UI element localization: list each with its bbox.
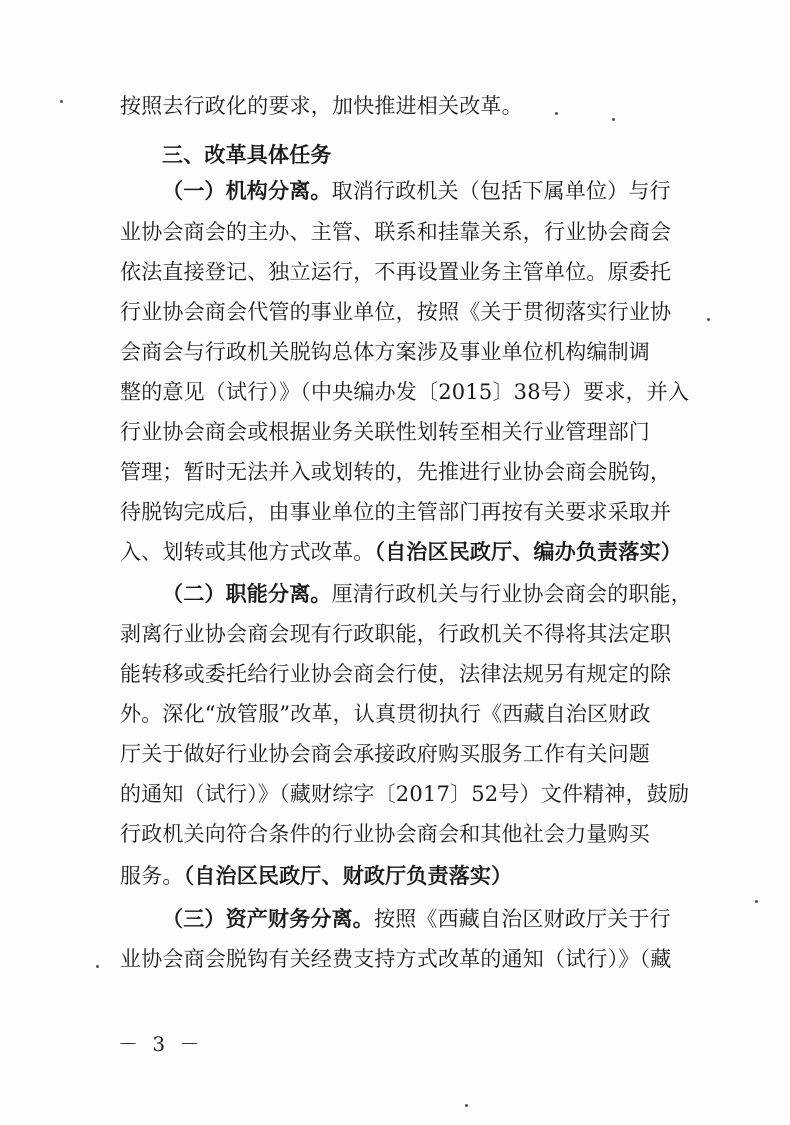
text-line-12 [120,538,682,566]
subsection-3-title: （三）资产财务分离。 [162,907,374,931]
text-line-5: 依法直接登记、独立运行，不再设置业务主管单位。原委托 [120,260,672,284]
text-line-19: 厅关于做好行业协会商会承接政府购买服务工作有关问题 [120,742,650,766]
subsection-3-line [162,905,671,933]
text-line-22-body: 服务。 [120,864,184,888]
text-line-11: 待脱钩完成后，由事业单位的主管部门再按有关要求采取并 [120,500,672,524]
text-line-20: 的通知（试行）》（藏财综字〔2017〕52号）文件精神，鼓励 [120,782,690,806]
text-line-6: 行业协会商会代管的事业单位，按照《关于贯彻落实行业协 [120,300,672,324]
scan-speck [60,100,63,103]
text-line-10: 管理；暂时无法并入或划转的，先推进行业协会商会脱钩， [120,460,672,484]
text-line-8: 整的意见（试行）》（中央编办发〔2015〕38号）要求，并入 [120,380,690,404]
responsibility-note-1: （自治区民政厅、编办负责落实） [374,540,682,564]
text-line-12-body: 入、划转或其他方式改革。 [120,540,375,564]
scan-speck [465,1104,468,1107]
text-line-4: 业协会商会的主办、主管、联系和挂靠关系，行业协会商会 [120,220,672,244]
subsection-2-title: （二）职能分离。 [162,582,332,606]
text-line-22 [120,862,512,890]
text-line-21: 行政机关向符合条件的行业协会商会和其他社会力量购买 [120,822,650,846]
subsection-1-line [162,177,671,205]
section-heading: 三、改革具体任务 [162,143,332,167]
page-number: － 3 － [118,1032,204,1056]
text-line-15: 厘清行政机关与行业协会商会的职能， [331,582,693,606]
text-line-17: 能转移或委托给行业协会商会行使，法律法规另有规定的除 [120,662,672,686]
subsection-1-title: （一）机构分离。 [162,179,332,203]
text-line-1: 按照去行政化的要求，加快推进相关改革。 [120,94,523,118]
scan-speck [555,112,558,115]
text-line-25: 按照《西藏自治区财政厅关于行 [374,907,671,931]
scan-speck [707,318,710,321]
text-line-7: 会商会与行政机关脱钩总体方案涉及事业单位机构编制调 [120,340,650,364]
scan-speck [96,965,99,968]
scan-speck [755,900,758,903]
text-line-9: 行业协会商会或根据业务关联性划转至相关行业管理部门 [120,420,650,444]
text-line-16: 剥离行业协会商会现有行政职能，行政机关不得将其法定职 [120,622,672,646]
text-line-18: 外。深化“放管服”改革，认真贯彻执行《西藏自治区财政 [120,702,651,726]
scan-speck [612,118,615,121]
responsibility-note-2: （自治区民政厅、财政厅负责落实） [183,864,513,888]
text-line-26: 业协会商会脱钩有关经费支持方式改革的通知（试行）》（藏 [120,947,672,971]
text-line-3: 取消行政机关（包括下属单位）与行 [331,179,671,203]
subsection-2-line [162,580,692,608]
